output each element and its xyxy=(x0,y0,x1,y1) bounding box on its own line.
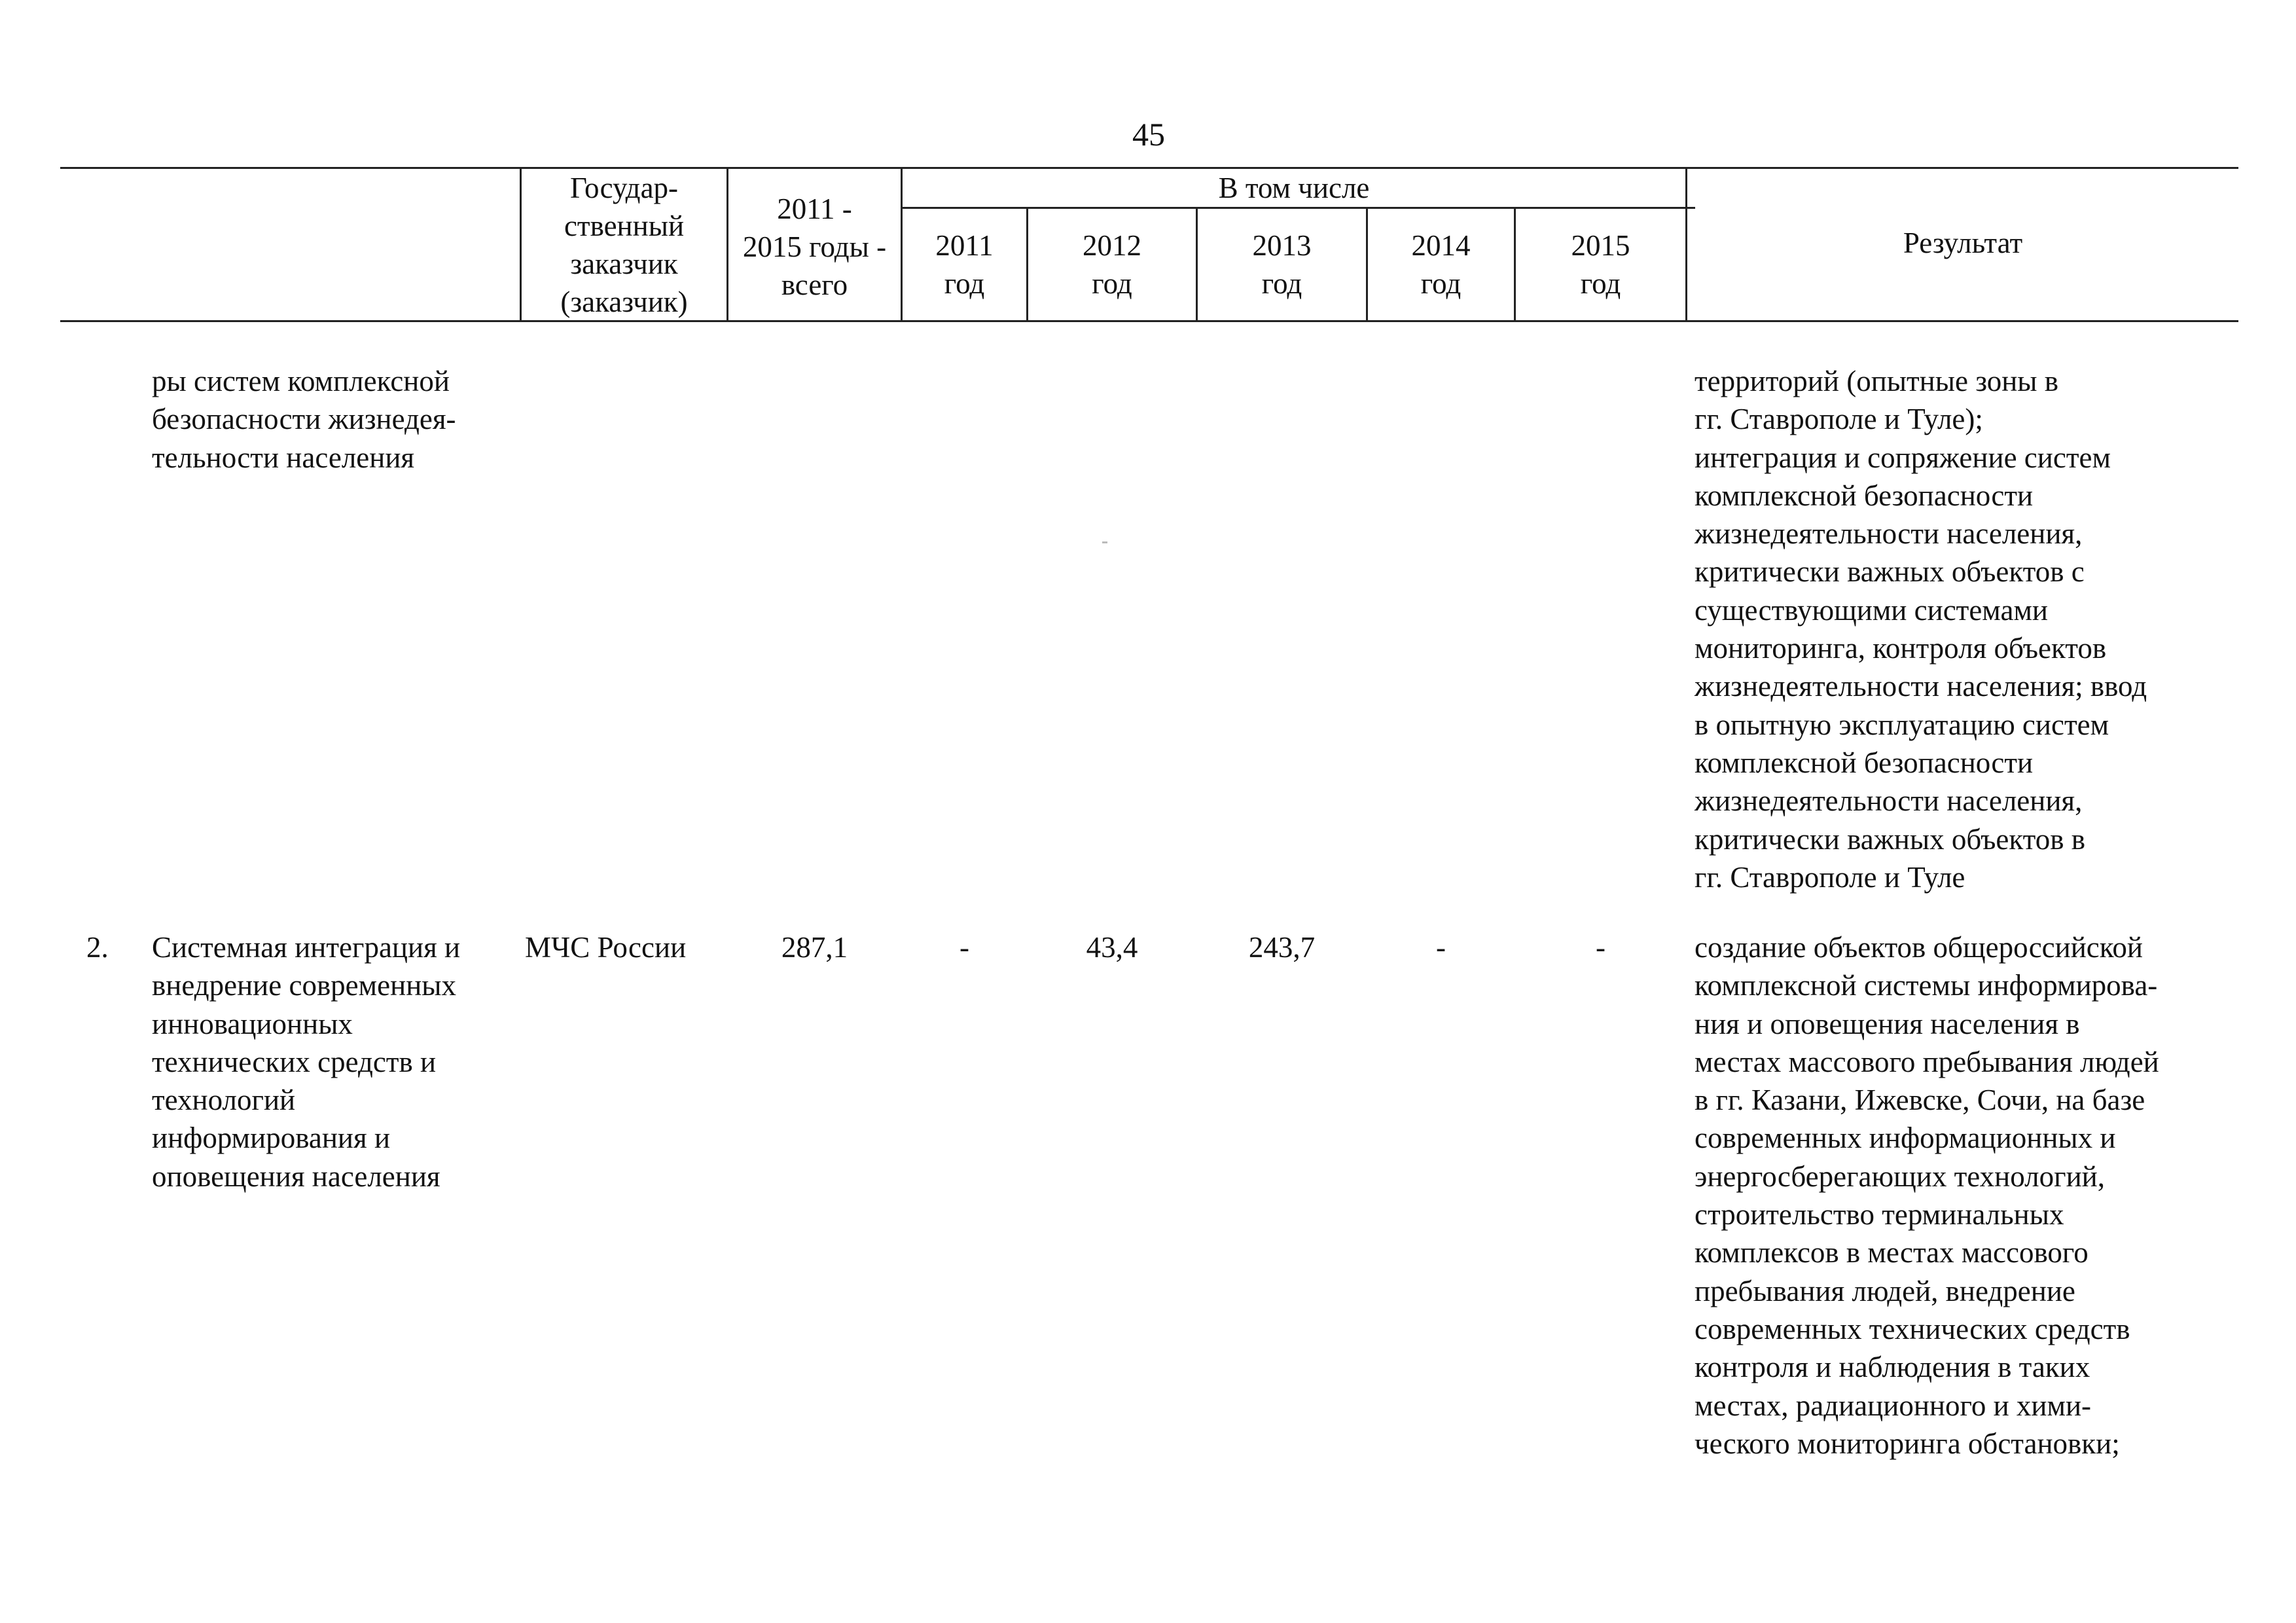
row1-name-line: безопасности жизнедея- xyxy=(152,403,456,436)
header-including: В том числе xyxy=(1218,172,1370,204)
row2-result-line: энергосберегающих технологий, xyxy=(1695,1159,2105,1193)
row2-value-2015: - xyxy=(1596,931,1605,964)
header-customer-line: ственный xyxy=(564,210,685,242)
row2-result-line: пребывания людей, внедрение xyxy=(1695,1274,2075,1307)
header-customer xyxy=(522,169,726,321)
header-year-label: 2011 xyxy=(935,229,994,262)
row1-result-line: комплексной безопасности xyxy=(1695,479,2034,512)
header-year-2013 xyxy=(1198,227,1366,302)
row2-name-line: информирования и xyxy=(152,1122,391,1155)
row2-name-line: технических средств и xyxy=(152,1045,437,1078)
row2-number: 2. xyxy=(86,931,109,964)
row1-result-line: мониторинга, контроля объектов xyxy=(1695,632,2107,665)
row2-result-line: строительство терминальных xyxy=(1695,1198,2064,1231)
header-total-line: 2015 годы - xyxy=(742,230,887,263)
row1-result-line: гг. Ставрополе и Туле); xyxy=(1695,403,1983,436)
row1-result-line: интеграция и сопряжение систем xyxy=(1695,441,2111,474)
scan-speck xyxy=(1102,541,1107,543)
header-total-line: всего xyxy=(781,268,848,301)
row1-name xyxy=(152,362,456,477)
header-total xyxy=(728,190,901,304)
row1-result-line: жизнедеятельности населения; ввод xyxy=(1695,670,2147,703)
row2-result-line: в гг. Казани, Ижевске, Сочи, на базе xyxy=(1695,1084,2145,1117)
row2-result-line: современных информационных и xyxy=(1695,1122,2116,1155)
row1-result-line: критически важных объектов с xyxy=(1695,555,2085,589)
row2-result-line: современных технических средств xyxy=(1695,1312,2130,1345)
page-number: 45 xyxy=(1132,116,1165,153)
subheader-rule xyxy=(902,207,1695,209)
header-year-unit: год xyxy=(1261,267,1302,300)
row1-result-line: жизнедеятельности населения, xyxy=(1695,517,2083,551)
header-year-unit: год xyxy=(1580,267,1621,300)
row2-result-line: комплексов в местах массового xyxy=(1695,1236,2089,1269)
row2-name-line: Системная интеграция и xyxy=(152,931,461,964)
row2-value-2014: - xyxy=(1436,931,1446,964)
row2-total: 287,1 xyxy=(781,931,848,964)
header-year-label: 2013 xyxy=(1252,229,1312,262)
row2-name xyxy=(152,928,460,1195)
row1-result xyxy=(1695,362,2147,896)
row2-result-line: создание объектов общероссийской xyxy=(1695,931,2143,964)
row1-name-line: тельности населения xyxy=(152,441,415,474)
header-year-label: 2014 xyxy=(1411,229,1471,262)
header-year-unit: год xyxy=(1092,267,1132,300)
header-year-2015 xyxy=(1516,227,1685,302)
row2-result-line: ния и оповещения населения в xyxy=(1695,1007,2080,1040)
row1-result-line: комплексной безопасности xyxy=(1695,746,2034,779)
row1-result-line: территорий (опытные зоны в xyxy=(1695,365,2059,397)
row1-result-line: жизнедеятельности населения, xyxy=(1695,784,2083,818)
row1-result-line: в опытную эксплуатацию систем xyxy=(1695,708,2109,741)
row2-result-line: местах массового пребывания людей xyxy=(1695,1045,2159,1078)
row2-value-2011: - xyxy=(960,931,969,964)
row1-name-line: ры систем комплексной xyxy=(152,365,450,397)
header-year-2014 xyxy=(1368,227,1514,302)
row1-result-line: гг. Ставрополе и Туле xyxy=(1695,860,1965,894)
row2-name-line: инновационных xyxy=(152,1007,353,1040)
row2-value-2013: 243,7 xyxy=(1248,931,1316,964)
row2-name-line: внедрение современных xyxy=(152,969,457,1002)
header-bottom-rule xyxy=(60,320,2238,322)
header-year-label: 2012 xyxy=(1083,229,1141,262)
row2-result-line: контроля и наблюдения в таких xyxy=(1695,1351,2090,1384)
header-total-line: 2011 - xyxy=(777,192,852,225)
header-customer-line: (заказчик) xyxy=(560,285,688,318)
row2-result-line: комплексной системы информирова- xyxy=(1695,969,2158,1002)
header-year-2012 xyxy=(1028,227,1196,302)
row2-result-line: местах, радиационного и хими- xyxy=(1695,1389,2092,1422)
row2-name-line: технологий xyxy=(152,1084,296,1117)
header-customer-line: заказчик xyxy=(570,247,678,280)
row2-name-line: оповещения населения xyxy=(152,1159,440,1193)
header-result: Результат xyxy=(1903,227,2023,259)
row1-result-line: критически важных объектов в xyxy=(1695,822,2085,856)
row1-result-line: существующими системами xyxy=(1695,593,2048,627)
header-customer-line: Государ- xyxy=(569,172,679,204)
row2-result xyxy=(1695,928,2159,1463)
header-year-2011 xyxy=(903,227,1026,302)
row2-customer: МЧС России xyxy=(525,931,687,964)
header-year-unit: год xyxy=(944,267,985,300)
row2-value-2012: 43,4 xyxy=(1086,931,1138,964)
row2-result-line: ческого мониторинга обстановки; xyxy=(1695,1427,2120,1460)
header-year-label: 2015 xyxy=(1571,229,1630,262)
header-year-unit: год xyxy=(1420,267,1462,300)
